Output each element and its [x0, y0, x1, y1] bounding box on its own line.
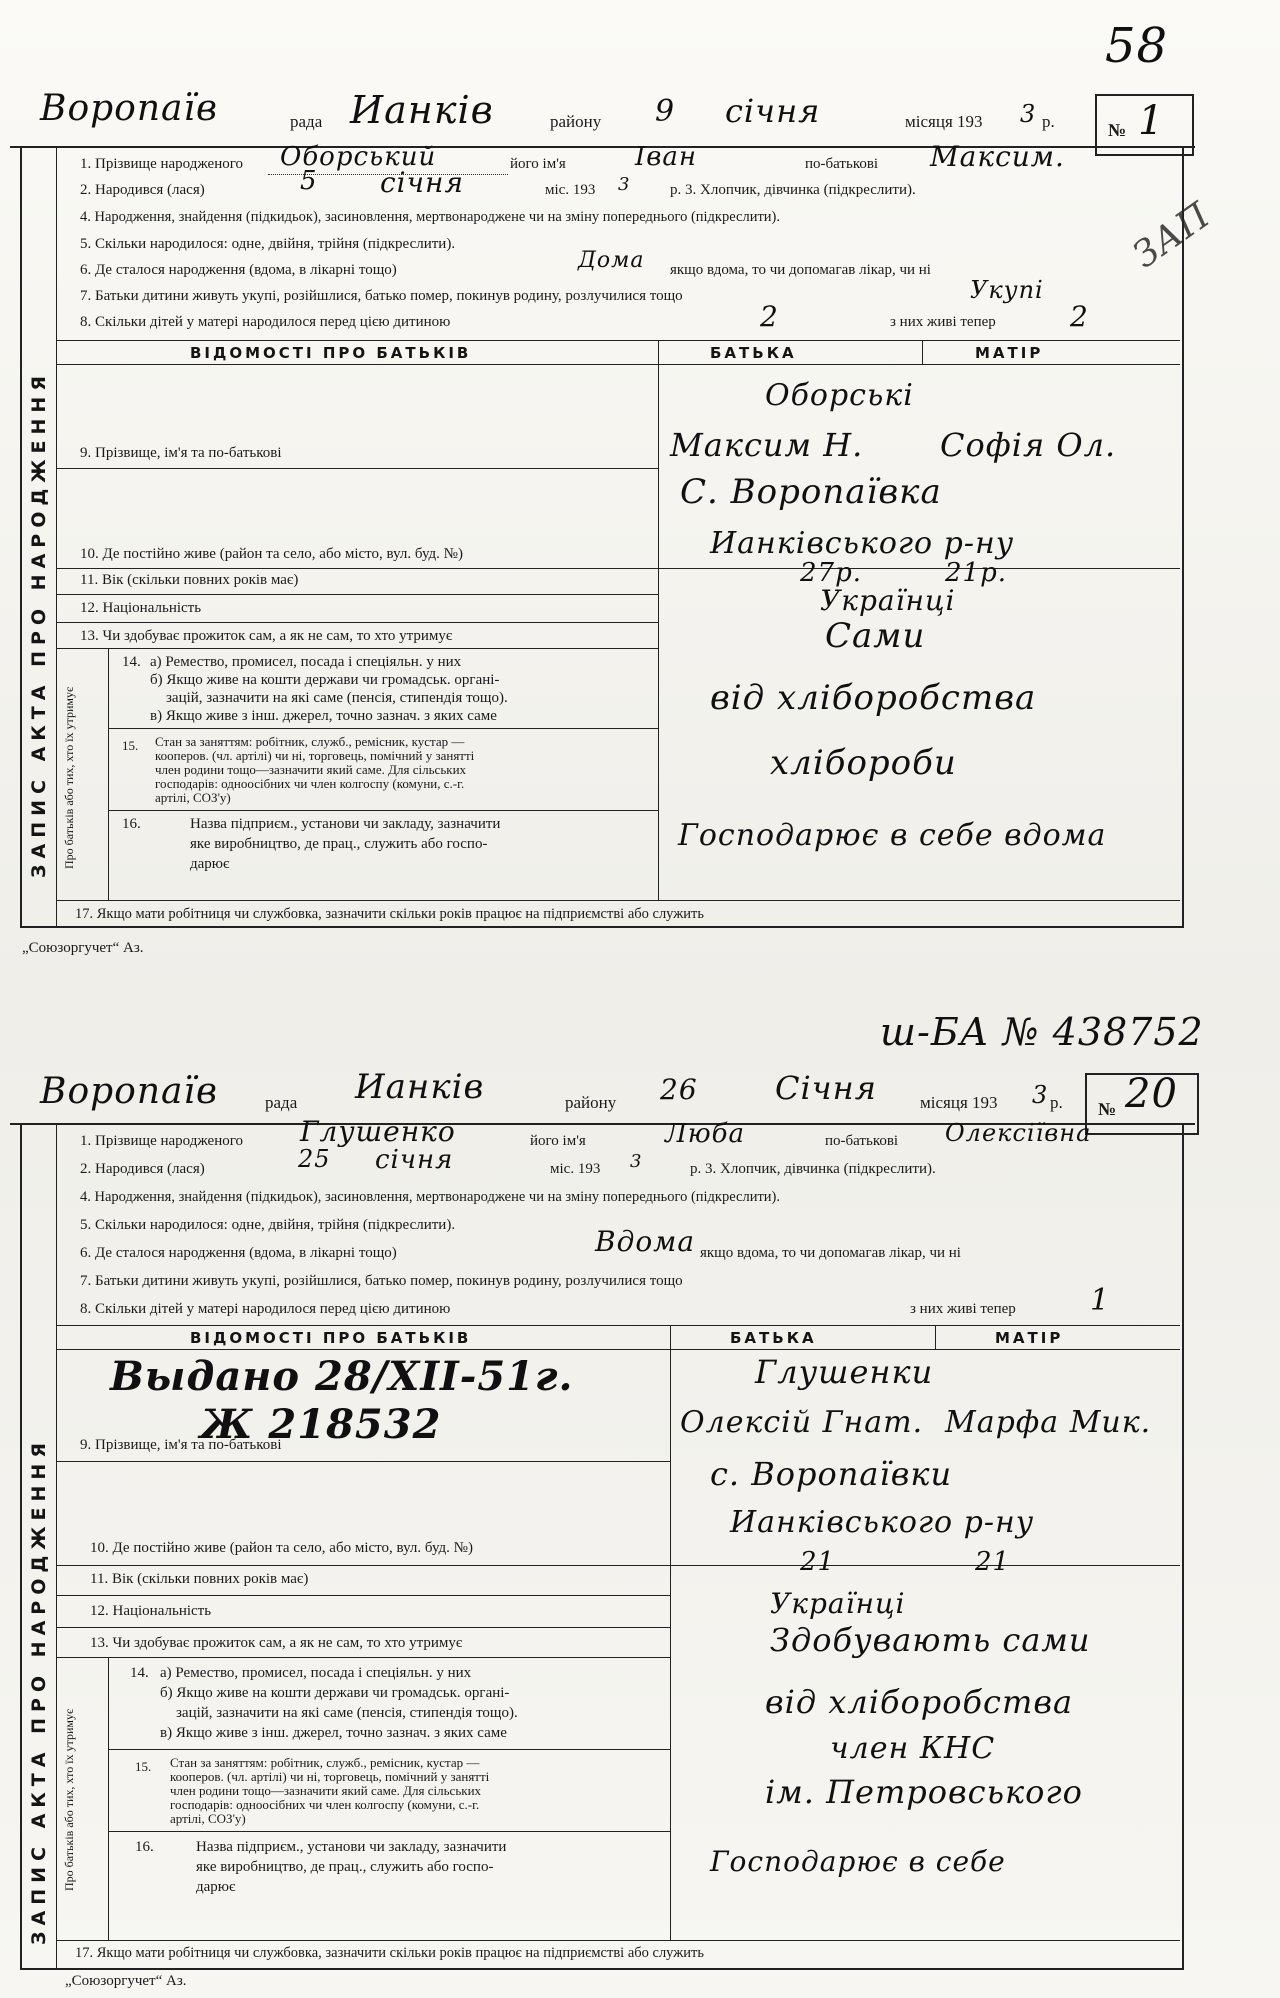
row-10-label: 10. Де постійно живе (район та село, або місто, вул. буд. №): [90, 1540, 473, 1556]
line-1-label: 1. Прізвище народженого: [80, 1133, 244, 1149]
printer-footer: „Союзоргучет“ Аз.: [65, 1973, 187, 1989]
row-16-num: 16.: [135, 1839, 154, 1855]
corner-scribble: ЗАП: [1125, 194, 1219, 277]
child-name: Люба: [665, 1119, 745, 1149]
birth-record-1: [10, 88, 1195, 968]
row-line: [56, 1461, 670, 1462]
row-15-num: 15.: [122, 738, 139, 753]
child-surname: Оборський: [280, 142, 437, 172]
side-title: ЗАПИС АКТА ПРО НАРОДЖЕННЯ: [28, 370, 50, 878]
page-number: 58: [1105, 18, 1169, 74]
row-14b-1: б) Якщо живе на кошти держави чи громадськ. органі-: [160, 1685, 510, 1701]
side-divider: [56, 146, 57, 926]
sex-label: р. 3. Хлопчик, дівчинка (підкреслити).: [690, 1161, 936, 1177]
rada-label: рада: [290, 112, 323, 131]
row-13-label: 13. Чи здобуває прожиток сам, а як не сам, то хто утримує: [90, 1635, 463, 1651]
father-age: 21: [800, 1547, 836, 1577]
doctor-label: якщо вдома, то чи допомагав лікар, чи ні: [670, 262, 931, 278]
row-14a: а) Ремество, промисел, посада і спеціяльн. у них: [160, 1665, 472, 1681]
row-17-label: 17. Якщо мати робітниця чи службовка, зазначити скільки років працює на підприємстві або служить: [75, 906, 704, 922]
father-name: Олексій Гнат.: [680, 1405, 924, 1440]
row-15-d: господарів: одноосібних чи член колгоспу (комуни, с.-г.: [170, 1797, 480, 1812]
side-sub-label: Про батьків або тих, хто їх утримує: [62, 686, 76, 870]
row-line: [56, 468, 658, 469]
record-number: 20: [1125, 1071, 1178, 1117]
enterprise: Господарює в себе: [710, 1845, 1006, 1878]
line-5-label: 5. Скільки народилося: одне, двійня, трійня (підкреслити).: [80, 1217, 456, 1233]
row-line: [56, 1595, 670, 1596]
nationality: Українці: [820, 584, 956, 617]
row-12-label: 12. Національність: [90, 1603, 212, 1619]
table-head-father: БАТЬКА: [730, 1329, 817, 1347]
table-col-divider-2: [922, 340, 923, 364]
line-6-label: 6. Де сталося народження (вдома, в лікарні тощо): [80, 262, 397, 278]
nationality: Українці: [770, 1587, 906, 1620]
children-alive: 2: [1070, 300, 1089, 333]
serial-note: ш-БА № 438752: [880, 1010, 1204, 1054]
issued-number: Ж 218532: [200, 1401, 442, 1448]
residence-line-2: Ианківського р-ну: [710, 526, 1015, 561]
row-11-label: 11. Вік (скільки повних років має): [90, 1571, 309, 1587]
row-line: [56, 1657, 670, 1658]
table-head-line: [56, 1349, 1180, 1350]
born-year: 3: [618, 174, 631, 195]
born-month: січня: [380, 166, 465, 199]
patronymic-label: по-батькові: [825, 1133, 899, 1149]
row-16-b: яке виробництво, де прац., служить або госпо-: [190, 836, 488, 852]
row-10-label: 10. Де постійно живе (район та село, або місто, вул. буд. №): [80, 546, 463, 562]
row-15-num: 15.: [135, 1759, 152, 1774]
line-8-label: 8. Скільки дітей у матері народилося перед цією дитиною: [80, 1301, 451, 1317]
table-col-divider: [658, 340, 659, 900]
row-16-num: 16.: [122, 816, 141, 832]
year-digit: 3: [1020, 100, 1037, 128]
row-line: [108, 1831, 670, 1832]
row-line: [56, 568, 1180, 569]
birth-place: Дома: [578, 248, 645, 273]
row-14-num: 14.: [130, 1665, 149, 1681]
mother-age: 21р.: [945, 558, 1007, 588]
table-top: [56, 340, 1180, 341]
record-day: 9: [655, 94, 676, 129]
occupation-status: хлібороби: [770, 743, 957, 783]
children-alive: 1: [1090, 1283, 1111, 1318]
doctor-label: якщо вдома, то чи допомагав лікар, чи ні: [700, 1245, 961, 1261]
support: Сами: [825, 616, 926, 656]
row-14a: а) Ремество, промисел, посада і спеціяльн. у них: [150, 654, 462, 670]
table-top: [56, 1325, 1180, 1326]
row-line: [56, 622, 658, 623]
record-month: січня: [725, 92, 821, 130]
occupation-status-1: член КНС: [830, 1731, 996, 1766]
month-label: місяця 193: [920, 1093, 998, 1112]
row-line: [56, 1940, 1180, 1941]
line-4-label: 4. Народження, знайдення (підкидьок), засиновлення, мертвонароджене чи на зміну попереднього (підкреслити).: [80, 209, 781, 225]
child-patronymic: Олексіївна: [945, 1119, 1092, 1147]
mother-age: 21: [975, 1547, 1011, 1577]
row-line: [56, 1627, 670, 1628]
district-name: Ианків: [350, 88, 494, 132]
born-year: 3: [630, 1151, 643, 1172]
row-12-label: 12. Національність: [80, 600, 202, 616]
village-name: Воропаїв: [40, 88, 218, 129]
parents-surname: Глушенки: [755, 1353, 934, 1391]
child-name: Іван: [635, 142, 698, 172]
month-label: місяця 193: [905, 112, 983, 131]
side-divider: [56, 1123, 57, 1968]
residence-line-1: с. Воропаївки: [710, 1455, 953, 1493]
row-line: [108, 1749, 670, 1750]
born-month: січня: [375, 1145, 454, 1175]
parents-status: Укупі: [970, 276, 1044, 304]
row-line: [108, 810, 658, 811]
line-7-label: 7. Батьки дитини живуть укупі, розійшлися, батько помер, покинув родину, розлучилися тощо: [80, 288, 683, 304]
mother-name: Софія Ол.: [940, 426, 1117, 464]
sub-divider: [108, 1657, 109, 1940]
rayon-label: району: [550, 112, 602, 131]
mother-name: Марфа Мик.: [945, 1405, 1152, 1440]
row-15-c: член родини тощо—зазначити який саме. Для сільських: [155, 762, 467, 777]
row-15-b: кооперов. (чл. артілі) чи ні, торговець, помічний у занятті: [170, 1769, 490, 1784]
row-17-label: 17. Якщо мати робітниця чи службовка, зазначити скільки років працює на підприємстві або служить: [75, 1945, 704, 1961]
table-head-mother: МАТІР: [975, 344, 1044, 362]
table-head-info: ВІДОМОСТІ ПРО БАТЬКІВ: [190, 1329, 472, 1347]
side-title: ЗАПИС АКТА ПРО НАРОДЖЕННЯ: [28, 1437, 50, 1945]
row-13-label: 13. Чи здобуває прожиток сам, а як не сам, то хто утримує: [80, 628, 453, 644]
row-16-a: Назва підприєм., установи чи закладу, зазначити: [190, 816, 501, 832]
village-name: Воропаїв: [40, 1071, 218, 1112]
trade: від хліборобства: [765, 1683, 1074, 1721]
row-line: [56, 1565, 1180, 1566]
row-line: [56, 648, 658, 649]
record-month: Січня: [775, 1069, 877, 1107]
alive-label: з них живі тепер: [910, 1301, 1016, 1317]
row-15-a: Стан за заняттям: робітник, служб., ремісник, кустар —: [155, 734, 465, 749]
issued-note: Выдано 28/XII-51г.: [110, 1353, 574, 1400]
row-line: [108, 728, 658, 729]
trade: від хліборобства: [710, 678, 1037, 718]
residence-line-2: Ианківського р-ну: [730, 1505, 1035, 1540]
number-label: №: [1098, 1099, 1117, 1119]
sub-divider: [108, 648, 109, 900]
table-head-line: [56, 364, 1180, 365]
children-before: 2: [760, 300, 779, 333]
child-patronymic: Максим.: [930, 140, 1065, 173]
sex-label: р. 3. Хлопчик, дівчинка (підкреслити).: [670, 182, 916, 198]
enterprise: Господарює в себе вдома: [678, 818, 1107, 853]
row-14b-2: зацій, зазначити на які саме (пенсія, стипендія тощо).: [176, 1705, 518, 1721]
line-6-label: 6. Де сталося народження (вдома, в лікарні тощо): [80, 1245, 397, 1261]
row-16-c: дарює: [190, 856, 230, 872]
child-surname: Глушенко: [300, 1115, 456, 1148]
district-name: Ианків: [355, 1067, 485, 1107]
record-number: 1: [1138, 98, 1165, 144]
father-name: Максим Н.: [670, 426, 864, 464]
table-col-divider: [670, 1325, 671, 1940]
line-7-label: 7. Батьки дитини живуть укупі, розійшлися, батько помер, покинув родину, розлучилися тощо: [80, 1273, 683, 1289]
father-age: 27р.: [800, 558, 862, 588]
residence-line-1: С. Воропаївка: [680, 472, 942, 512]
row-11-label: 11. Вік (скільки повних років має): [80, 572, 299, 588]
line-1-label: 1. Прізвище народженого: [80, 156, 244, 172]
row-line: [56, 900, 1180, 901]
table-head-father: БАТЬКА: [710, 344, 797, 362]
table-col-divider-2: [935, 1325, 936, 1349]
row-15-d: господарів: одноосібних чи член колгоспу (комуни, с.-г.: [155, 776, 465, 791]
support: Здобувають сами: [770, 1621, 1091, 1659]
born-day: 5: [300, 166, 318, 196]
row-14-num: 14.: [122, 654, 141, 670]
patronymic-label: по-батькові: [805, 156, 879, 172]
line-8-label: 8. Скільки дітей у матері народилося перед цією дитиною: [80, 314, 451, 330]
printer-footer: „Союзоргучет“ Аз.: [22, 940, 144, 956]
line-4-label: 4. Народження, знайдення (підкидьок), засиновлення, мертвонароджене чи на зміну попереднього (підкреслити).: [80, 1189, 781, 1205]
year-label: міс. 193: [545, 182, 596, 198]
row-14c: в) Якщо живе з інш. джерел, точно зазнач. з яких саме: [160, 1725, 507, 1741]
parents-surname: Оборські: [765, 378, 914, 413]
row-15-e: артілі, СОЗ'у): [170, 1811, 246, 1826]
row-14b-1: б) Якщо живе на кошти держави чи громадськ. органі-: [150, 672, 500, 688]
row-15-a: Стан за заняттям: робітник, служб., ремісник, кустар —: [170, 1755, 480, 1770]
rayon-label: району: [565, 1093, 617, 1112]
name-label: його ім'я: [530, 1133, 586, 1149]
rada-label: рада: [265, 1093, 298, 1112]
birth-record-2: [10, 1065, 1195, 1989]
row-9-label: 9. Прізвище, ім'я та по-батькові: [80, 1437, 282, 1453]
row-16-b: яке виробництво, де прац., служить або госпо-: [196, 1859, 494, 1875]
line-2-label: 2. Народився (лася): [80, 182, 205, 198]
row-15-e: артілі, СОЗ'у): [155, 790, 231, 805]
year-label: міс. 193: [550, 1161, 601, 1177]
number-label: №: [1108, 120, 1127, 140]
row-15-b: кооперов. (чл. артілі) чи ні, торговець, помічний у занятті: [155, 748, 475, 763]
line-5-label: 5. Скільки народилося: одне, двійня, трійня (підкреслити).: [80, 236, 456, 252]
row-16-c: дарює: [196, 1879, 236, 1895]
row-9-label: 9. Прізвище, ім'я та по-батькові: [80, 445, 282, 461]
born-day: 25: [298, 1145, 331, 1173]
row-16-a: Назва підприєм., установи чи закладу, зазначити: [196, 1839, 507, 1855]
name-label: його ім'я: [510, 156, 566, 172]
birth-place: Вдома: [595, 1225, 696, 1258]
occupation-status-2: ім. Петровського: [765, 1773, 1083, 1811]
record-day: 26: [660, 1073, 698, 1106]
year-suffix: р.: [1050, 1093, 1063, 1112]
row-15-c: член родини тощо—зазначити який саме. Для сільських: [170, 1783, 482, 1798]
row-14b-2: зацій, зазначити на які саме (пенсія, стипендія тощо).: [166, 690, 508, 706]
line-2-label: 2. Народився (лася): [80, 1161, 205, 1177]
row-14c: в) Якщо живе з інш. джерел, точно зазнач. з яких саме: [150, 708, 497, 724]
table-head-info: ВІДОМОСТІ ПРО БАТЬКІВ: [190, 344, 472, 362]
table-head-mother: МАТІР: [995, 1329, 1064, 1347]
side-sub-label: Про батьків або тих, хто їх утримує: [62, 1708, 76, 1892]
year-digit: 3: [1032, 1081, 1049, 1109]
year-suffix: р.: [1042, 112, 1055, 131]
row-line: [56, 594, 658, 595]
alive-label: з них живі тепер: [890, 314, 996, 330]
